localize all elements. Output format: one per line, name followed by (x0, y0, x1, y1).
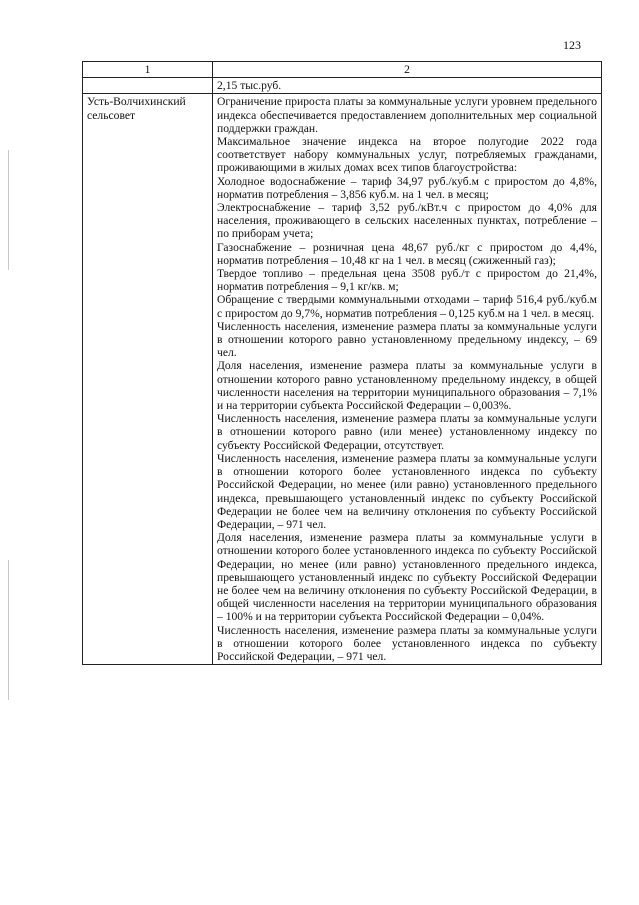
paragraph: Газоснабжение – розничная цена 48,67 руб./кг с приростом до 4,4%, норматив потребления – 10,48 кг на 1 чел. в месяц (сжиженный газ); (217, 240, 597, 267)
paragraph: Ограничение прироста платы за коммунальные услуги уровнем предельного индекса обеспечивается предоставлением дополнительных мер социальной поддержки граждан. (217, 95, 597, 135)
paragraph: Численность населения, изменение размера платы за коммунальные услуги в отношении которого равно (или менее) установленному индексу по субъекту Российской Федерации, отсутствует. (217, 412, 597, 452)
municipality-cell: Усть-Волчихинский сельсовет (83, 94, 213, 665)
carry-over-cell: 2,15 тыс.руб. (213, 78, 602, 94)
description-cell (213, 94, 602, 665)
header-col-2: 2 (213, 62, 602, 78)
carry-over-row (83, 78, 602, 94)
table-header-row (83, 62, 602, 78)
paragraph: Численность населения, изменение размера платы за коммунальные услуги в отношении которого равно установленному предельному индексу, – 69 чел. (217, 319, 597, 360)
paragraph: Доля населения, изменение размера платы за коммунальные услуги в отношении которого равно установленному предельному индексу, в общей численности населения на территории муниципального образования – 7,1% и на территории субъекта Российской Федерации – 0,003%. (217, 359, 597, 413)
table-row (83, 94, 602, 665)
scan-edge-mark (8, 560, 9, 700)
paragraph: Численность населения, изменение размера платы за коммунальные услуги в отношении которого более установленного индекса по субъекту Российской Федерации, – 971 чел. (217, 623, 597, 663)
paragraph: Твердое топливо – предельная цена 3508 руб./т с приростом до 21,4%, норматив потребления – 9,1 кг/кв. м; (217, 267, 597, 294)
page-number: 123 (563, 38, 581, 52)
paragraph: Максимальное значение индекса на второе полугодие 2022 года соответствует набору коммунальных услуг, потребляемых гражданами, проживающими в жилых домах всех типов благоустройства: (217, 135, 597, 175)
index-table (82, 61, 602, 665)
header-col-1: 1 (83, 62, 213, 78)
paragraph: Численность населения, изменение размера платы за коммунальные услуги в отношении которого более установленного индекса по субъекту Российской Федерации, но менее (или равно) установленного предельного индекса, превышающего установленный индекс по субъекту Российской Федерации не более чем на величину отклонения по субъекту Российской Федерации, – 971 чел. (217, 451, 597, 531)
paragraph: Электроснабжение – тариф 3,52 руб./кВт.ч с приростом до 4,0% для населения, проживающего в сельских населенных пунктах, потребление – по приборам учета; (217, 201, 597, 241)
paragraph: Холодное водоснабжение – тариф 34,97 руб./куб.м с приростом до 4,8%, норматив потребления – 3,856 куб.м. на 1 чел. в месяц; (217, 174, 597, 201)
scan-edge-mark (8, 150, 9, 270)
carry-over-empty-cell (83, 78, 213, 94)
paragraph: Обращение с твердыми коммунальными отходами – тариф 516,4 руб./куб.м с приростом до 9,7%, норматив потребления – 0,125 куб.м на 1 чел. в месяц. (217, 293, 597, 320)
paragraph: Доля населения, изменение размера платы за коммунальные услуги в отношении которого более установленного индекса по субъекту Российской Федерации, но менее (или равно) установленного предельного индекса, превышающего установленный индекс по субъекту Российской Федерации не более чем на величину отклонения по субъекту Российской Федерации, в общей численности населения на территории муниципального образования – 100% и на территории субъекта Российской Федерации – 0,04%. (217, 531, 597, 624)
